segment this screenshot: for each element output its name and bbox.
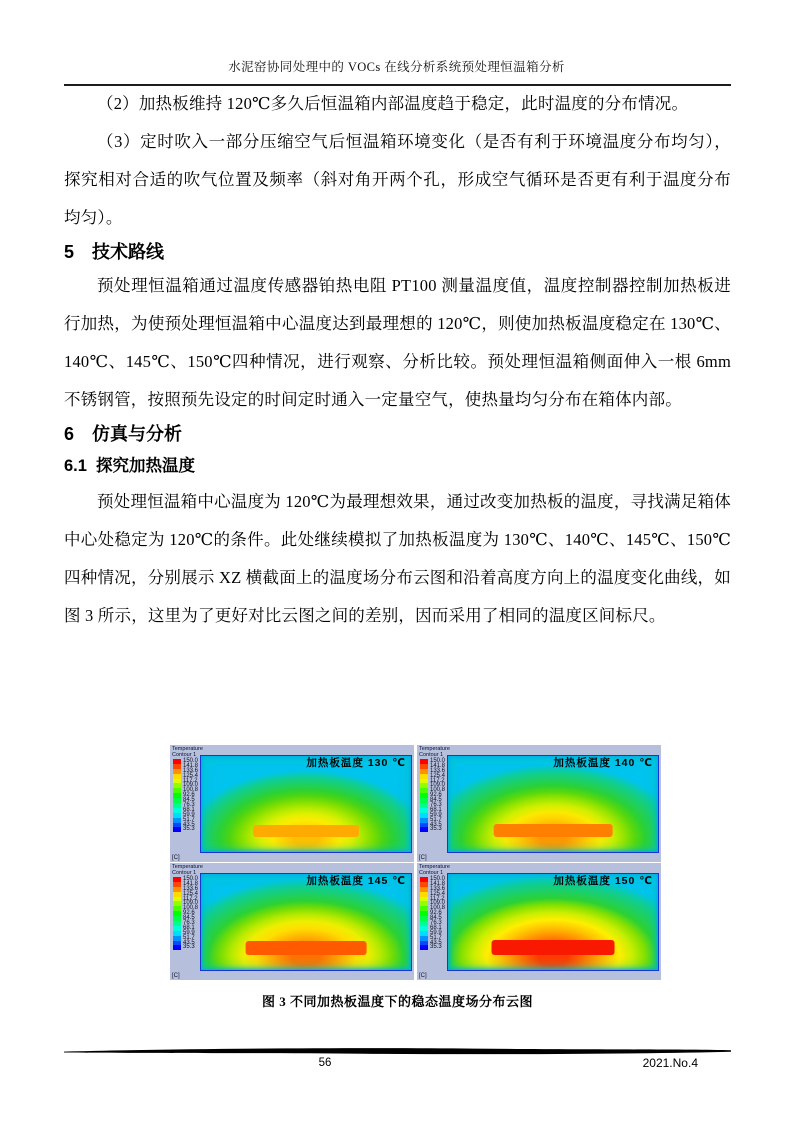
colorbar-tick-label: 133.6 [430,885,446,892]
plot-title: 加热板温度 150 ℃ [553,875,653,887]
colorbar-tick-label: 125.4 [430,772,446,779]
colorbar-title [170,863,203,877]
colorbar-swatch [420,827,428,832]
colorbar-tick-label: 141.8 [430,762,446,769]
colorbar-tick-label: 150.0 [183,758,199,764]
plot-title: 加热板温度 145 ℃ [306,875,406,887]
colorbar-tick-label: 68.1 [430,806,442,813]
section-number: 6 [64,424,75,444]
colorbar-tick-label: 76.3 [183,920,195,927]
colorbar-tick-label: 59.9 [183,929,195,936]
temperature-legend [170,863,203,980]
temperature-legend [417,745,450,862]
colorbar-title-line2: Contour 1 [419,751,444,758]
colorbar-tick-label: 133.6 [183,767,199,774]
section-5-paragraph: 预处理恒温箱通过温度传感器铂热电阻 PT100 测量温度值，温度控制器控制加热板进行加热，为使预处理恒温箱中心温度达到最理想的 120℃，则使加热板温度稳定在 130℃、140℃、145℃、150℃四种情况，进行观察、分析比较。预处理恒温箱侧面伸入一根 6mm 不锈钢管，按照预先设定的时间定时通入一定量空气，使热量均匀分布在箱体内部。 [64,276,731,409]
colorbar-tick-label: 141.8 [430,880,446,887]
colorbar-tick-label: 43.5 [183,939,195,946]
heating-plate [494,824,613,837]
colorbar-tick-label: 117.2 [183,895,198,902]
colorbar-title-line1: Temperature [419,864,450,870]
section-title: 仿真与分析 [92,424,183,444]
colorbar-tick-label: 84.5 [430,915,442,922]
colorbar-tick-label: 109.0 [183,900,199,907]
contour-plot [170,863,414,980]
colorbar-rows [420,759,445,832]
colorbar-tick-label: 59.9 [430,811,442,818]
section-number: 6.1 [64,457,87,475]
colorbar-unit: [C] [172,855,180,861]
colorbar-tick-label: 68.1 [430,924,442,931]
colorbar-rows [173,877,198,950]
contour-plot [417,745,661,862]
section-number: 5 [64,242,75,262]
colorbar-tick-label: 59.9 [183,811,195,818]
colorbar-tick-label: 125.4 [183,890,199,897]
colorbar-tick-label: 35.3 [183,944,195,951]
colorbar-tick-label: 100.8 [183,787,199,794]
colorbar-tick-label: 100.8 [183,905,199,912]
contour-field [200,873,412,971]
figure-grid [170,745,661,980]
contour-field [447,873,659,971]
colorbar-title-line1: Temperature [172,864,203,870]
colorbar-tick-label: 100.8 [430,787,446,794]
colorbar-tick-label: 76.3 [430,920,442,927]
heating-plate [246,941,367,955]
contour-field [447,755,659,853]
colorbar-tick-label: 68.1 [183,924,195,931]
colorbar-tick-label: 59.9 [430,929,442,936]
colorbar-tick-label: 51.7 [183,934,195,941]
colorbar-unit: [C] [172,973,180,979]
running-header: 水泥窑协同处理中的 VOCs 在线分析系统预处理恒温箱分析 [228,60,565,74]
paragraph-item-2: （2）加热板维持 120℃多久后恒温箱内部温度趋于稳定，此时温度的分布情况。 [97,94,689,113]
colorbar-row [420,945,445,950]
figure-caption: 图 3 不同加热板温度下的稳态温度场分布云图 [261,994,533,1009]
colorbar-swatch [173,827,181,832]
colorbar-tick-label: 43.5 [430,821,442,828]
temperature-legend [417,863,450,980]
footer-issue-label: 2021.No.4 [642,1056,698,1070]
colorbar-tick-label: 84.5 [183,797,195,804]
colorbar-tick-label: 51.7 [430,816,442,823]
colorbar-tick-label: 68.1 [183,806,195,813]
footer-page-number: 56 [318,1057,332,1069]
colorbar-unit: [C] [419,855,427,861]
heating-plate [253,825,359,837]
colorbar-tick-label: 84.5 [430,797,442,804]
colorbar-tick-label: 92.6 [183,910,195,917]
colorbar-tick-label: 109.0 [430,900,446,907]
colorbar-tick-label: 109.0 [430,782,446,789]
colorbar-rows [420,877,445,950]
section-title: 探究加热温度 [95,457,195,475]
section-6-1-heading [64,449,731,483]
footer-rule [64,1047,731,1056]
colorbar-title-line2: Contour 1 [419,869,444,876]
colorbar-tick-label: 109.0 [183,782,199,789]
colorbar-tick-label: 117.2 [430,895,445,902]
colorbar-row [173,945,198,950]
colorbar-tick-label: 125.4 [430,890,446,897]
contour-plot [170,745,414,862]
colorbar-title-line2: Contour 1 [172,869,197,876]
colorbar-tick-label: 92.6 [430,792,442,799]
colorbar-row [173,827,198,832]
colorbar-tick-label: 125.4 [183,772,199,779]
contour-plot [417,863,661,980]
colorbar-tick-label: 43.5 [430,939,442,946]
colorbar-tick-label: 141.8 [183,880,199,887]
colorbar-row [420,827,445,832]
colorbar-tick-label: 117.2 [430,777,445,784]
heating-plate [492,940,615,955]
colorbar-tick-label: 100.8 [430,905,446,912]
colorbar-tick-label: 150.0 [430,758,446,764]
section-5-heading [64,237,731,267]
colorbar-swatch [173,945,181,950]
colorbar-tick-label: 51.7 [430,934,442,941]
colorbar-tick-label: 150.0 [430,876,446,882]
paragraph-item-3: （3）定时吹入一部分压缩空气后恒温箱环境变化（是否有利于环境温度分布均匀），探究相对合适的吹气位置及频率（斜对角开两个孔，形成空气循环是否更有利于温度分布均匀）。 [64,132,731,227]
section-6-heading [64,419,731,449]
colorbar-tick-label: 84.5 [183,915,195,922]
colorbar-rows [173,759,198,832]
colorbar-title [170,745,203,759]
colorbar-tick-label: 35.3 [430,826,442,833]
temperature-legend [170,745,203,862]
body-content [64,85,731,635]
colorbar-tick-label: 117.2 [183,777,198,784]
section-6-1-paragraph: 预处理恒温箱中心温度为 120℃为最理想效果，通过改变加热板的温度，寻找满足箱体中心处稳定为 120℃的条件。此处继续模拟了加热板温度为 130℃、140℃、145℃、150℃四种情况，分别展示 XZ 横截面上的温度场分布云图和沿着高度方向上的温度变化曲线，如图 3 所示，这里为了更好对比云图之间的差别，因而采用了相同的温度区间标尺。 [64,492,731,625]
colorbar-tick-label: 92.6 [430,910,442,917]
colorbar-tick-label: 76.3 [430,802,442,809]
colorbar-tick-label: 51.7 [183,816,195,823]
colorbar-title [417,863,450,877]
colorbar-tick-label: 133.6 [183,885,199,892]
section-title: 技术路线 [92,242,165,262]
colorbar-title [417,745,450,759]
colorbar-tick-label: 133.6 [430,767,446,774]
plot-title: 加热板温度 130 ℃ [306,757,406,769]
colorbar-tick-label: 35.3 [183,826,195,833]
plot-title: 加热板温度 140 ℃ [553,757,653,769]
colorbar-tick-label: 76.3 [183,802,195,809]
colorbar-tick-label: 35.3 [430,944,442,951]
colorbar-tick-label: 150.0 [183,876,199,882]
colorbar-title-line1: Temperature [419,746,450,752]
colorbar-swatch [420,945,428,950]
colorbar-tick-label: 43.5 [183,821,195,828]
colorbar-unit: [C] [419,973,427,979]
contour-field [200,755,412,853]
colorbar-tick-label: 141.8 [183,762,199,769]
colorbar-tick-label: 92.6 [183,792,195,799]
colorbar-title-line1: Temperature [172,746,203,752]
colorbar-title-line2: Contour 1 [172,751,197,758]
